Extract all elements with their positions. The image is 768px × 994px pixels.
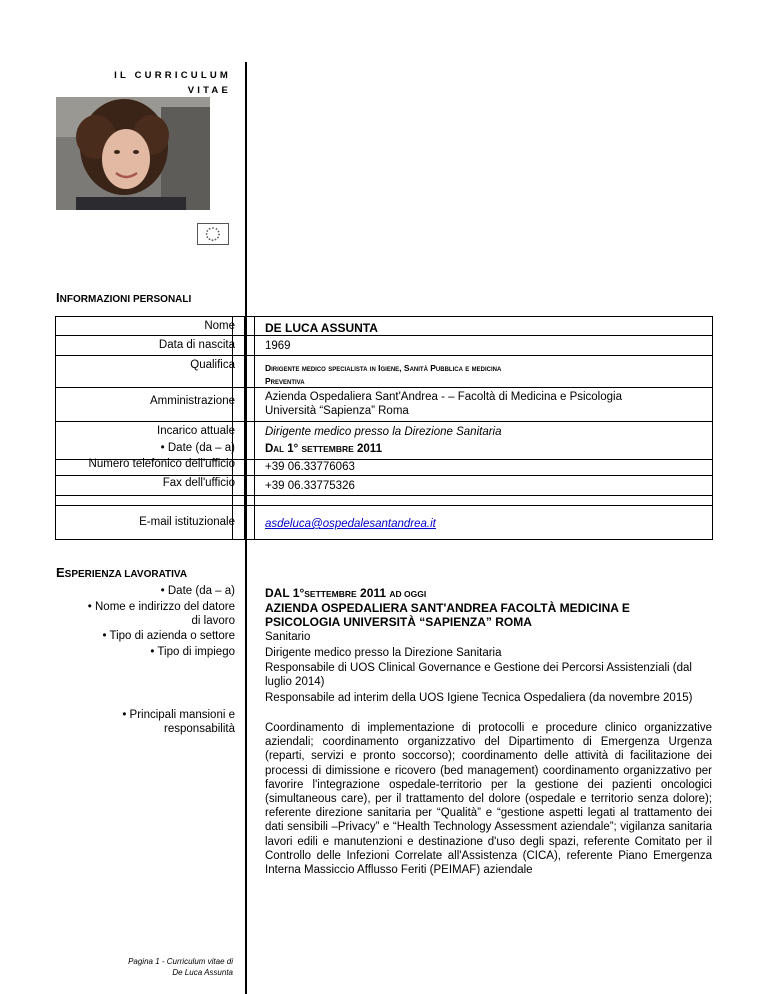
- value-qualifica-line2: Preventiva: [265, 376, 305, 386]
- value-date: Dal 1° SETTEMBRE 2011: [265, 443, 382, 455]
- value-telefono: +39 06.33776063: [265, 461, 355, 473]
- section-title-experience: ESPERIENZA LAVORATIVA: [56, 565, 188, 580]
- value-incarico: Dirigente medico presso la Direzione Sanitaria: [265, 426, 502, 438]
- value-data-nascita: 1969: [265, 340, 291, 352]
- value-nome: DE LUCA ASSUNTA: [265, 321, 378, 335]
- document-title-line2: VITAE: [187, 85, 231, 96]
- exp-label-tipo-azienda: • Tipo di azienda o settore: [102, 630, 235, 642]
- label-email: E-mail istituzionale: [139, 516, 235, 528]
- exp-label-datore-line1: • Nome e indirizzo del datore: [87, 601, 235, 613]
- exp-label-tipo-impiego: • Tipo di impiego: [150, 646, 235, 658]
- exp-label-datore-line2: di lavoro: [191, 615, 235, 627]
- exp-value-mansioni: Coordinamento di implementazione di protocolli e procedure clinico organizzative aziendali; coordinamento organizzativo del Dipartimento di Emergenza Urgenza (reparti, servizi e pronto soccorso); coordinamento delle attività di facilitazione dei processi di dimissione e ricovero (bed management) coordinamento organizzativo per favorire l'integrazione ospedale-territorio per la gestione dei pazienti oncologici (simultaneous care), per il trattamento del dolore (ospedale e territorio senza dolore); referente direzione sanitaria per “Qualità” e “gestione aspetti legati al trattamento dei dati sensibili –Privacy” e “Health Technology Assessment aziendale”; vigilanza sanitaria lavori edili e manutenzioni e destinazione d'uso degli spazi, referente Comitato per il Controllo delle Infezioni Correlate all'Assistenza (CICA), referente Piano Emergenza Interna Massiccio Afflusso Feriti (PEIMAF) aziendale: [265, 722, 712, 877]
- exp-label-mansioni-line1: • Principali mansioni e: [122, 709, 235, 721]
- label-amministrazione: Amministrazione: [150, 395, 235, 407]
- label-telefono: Numero telefonico dell'ufficio: [88, 458, 235, 470]
- exp-value-impiego-2: Responsabile di UOS Clinical Governance e Gestione dei Percorsi Assistenziali (dal luglio 2014): [265, 662, 692, 689]
- label-nome: Nome: [204, 320, 235, 332]
- eu-flag-icon: [197, 223, 229, 245]
- exp-value-date: DAL 1°SETTEMBRE 2011 AD OGGI: [265, 586, 427, 600]
- exp-value-datore-line2: PSICOLOGIA UNIVERSITÀ “SAPIENZA” ROMA: [265, 615, 532, 629]
- section-title-personal: INFORMAZIONI PERSONALI: [56, 290, 192, 305]
- label-data-nascita: Data di nascita: [158, 339, 235, 351]
- value-qualifica-line1: Dirigente medico specialista in Igiene, Sanità Pubblica e medicina: [265, 363, 502, 373]
- label-fax: Fax dell'ufficio: [162, 477, 235, 489]
- value-fax: +39 06.33775326: [265, 480, 355, 492]
- footer-page-line2: De Luca Assunta: [172, 968, 233, 977]
- document-title-line1: IL CURRICULUM: [114, 70, 231, 81]
- label-incarico: Incarico attuale: [157, 425, 235, 437]
- email-link[interactable]: asdeluca@ospedalesantandrea.it: [265, 518, 436, 530]
- exp-value-impiego-1: Dirigente medico presso la Direzione Sanitaria: [265, 647, 502, 659]
- exp-value-impiego-3: Responsabile ad interim della UOS Igiene Tecnica Ospedaliera (da novembre 2015): [265, 692, 693, 704]
- exp-value-tipo-azienda: Sanitario: [265, 631, 311, 643]
- profile-photo: [56, 97, 210, 210]
- exp-label-date: • Date (da – a): [160, 585, 235, 597]
- footer-page-line1: Pagina 1 - Curriculum vitae di: [128, 957, 233, 966]
- label-date: • Date (da – a): [160, 442, 235, 454]
- exp-label-mansioni-line2: responsabilità: [164, 723, 235, 735]
- label-qualifica: Qualifica: [190, 359, 235, 371]
- value-amministrazione-line1: Azienda Ospedaliera Sant'Andrea - – Facoltà di Medicina e Psicologia: [265, 391, 622, 403]
- value-amministrazione-line2: Università “Sapienza” Roma: [265, 405, 409, 417]
- exp-value-datore-line1: AZIENDA OSPEDALIERA SANT'ANDREA FACOLTÀ MEDICINA E: [265, 601, 630, 615]
